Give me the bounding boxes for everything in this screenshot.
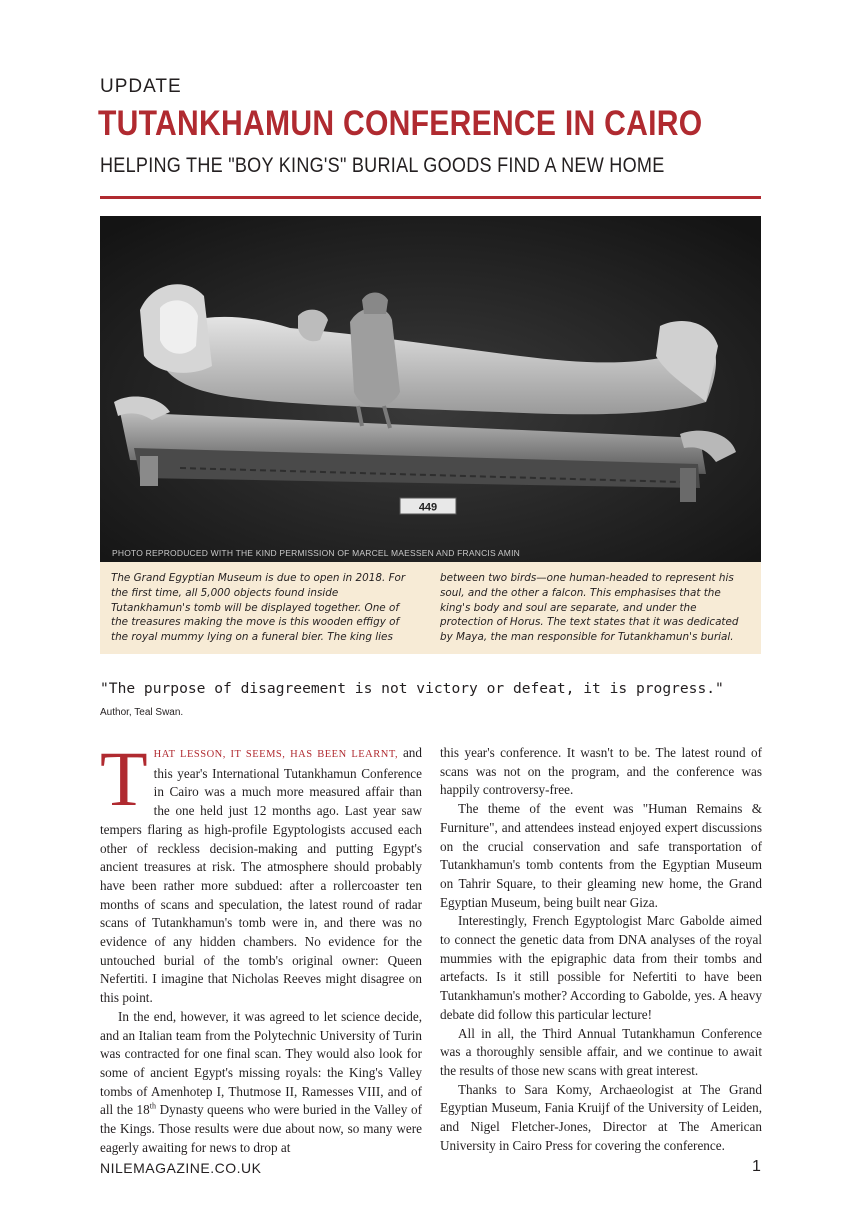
page-title: TUTANKHAMUN CONFERENCE IN CAIRO bbox=[98, 104, 703, 143]
quote-author: Author, Teal Swan. bbox=[100, 707, 184, 718]
article-paragraph: The theme of the event was "Human Remains & Furniture", and attendees instead enjoyed expert discussions on the crucial conservation and safe transportation of Tutankhamun's tomb contents from the Egyptian Museum on Tahrir Square, to their gleaming new home, the Grand Egyptian Museum, being built near Giza. bbox=[440, 801, 762, 910]
paragraph-text: Dynasty queens who were buried in the Valley of the Kings. Those results were due about now, so many were eagerly awaiting for news to drop at bbox=[100, 1102, 422, 1155]
photo-caption bbox=[100, 562, 761, 654]
title-rule bbox=[100, 196, 761, 199]
article-column-left bbox=[100, 735, 422, 1157]
ordinal-suffix: th bbox=[149, 1101, 156, 1111]
footer-site-link[interactable]: NILEMAGAZINE.CO.UK bbox=[100, 1160, 262, 1176]
pull-quote: "The purpose of disagreement is not victory or defeat, it is progress." bbox=[100, 680, 724, 697]
section-kicker: UPDATE bbox=[100, 76, 182, 97]
article-paragraph: Interestingly, French Egyptologist Marc Gabolde aimed to connect the genetic data from DNA analyses of the royal mummies with the epigraphic data from their tombs and artefacts. Is it still possible for Nefertiti to have been Tutankhamun's mother? According to Gabolde, yes. A heavy debate did follow this particular lecture! bbox=[440, 913, 762, 1022]
article-paragraph: Thanks to Sara Komy, Archaeologist at The Grand Egyptian Museum, Fania Kruijf of the University of Leiden, and Nigel Fletcher-Jones, Director at The American University in Cairo Press for covering the conference. bbox=[440, 1081, 762, 1153]
effigy-number-label: 449 bbox=[418, 501, 438, 514]
effigy-photo bbox=[100, 216, 761, 562]
caption-right-column: between two birds—one human-headed to represent his soul, and the other a falcon. This emphasises that the king's body and soul are separate, and under the protection of Horus. The text states that it was dedicated by Maya, the man responsible for Tutankhamun's burial. bbox=[440, 572, 739, 644]
photo-credit: PHOTO REPRODUCED WITH THE KIND PERMISSION OF MARCEL MAESSEN AND FRANCIS AMIN bbox=[112, 548, 520, 558]
article-paragraph bbox=[100, 735, 422, 1008]
article-paragraph: this year's conference. It wasn't to be. The latest round of scans was not on the program, and the conference was happily controversy-free. bbox=[440, 745, 762, 798]
lead-in: HAT LESSON, IT SEEMS, HAS BEEN LEARNT, bbox=[153, 749, 399, 760]
paragraph-text: and this year's International Tutankhamun Conference in Cairo was a much more measured affair than the one held just 12 months ago. Last year saw tempers flaring as high-profile Egyptologists accused each other of reckless decision-making and putting Egypt's ancient treasures at risk. The atmosphere should probably have been rather more subdued: after a rollercoaster ten months of scans and speculation, the latest round of radar scans of Tutankhamun's tomb were in, and there was no evidence of any hidden chambers. No evidence for the untouched burial of the tomb's original owner: Queen Nefertiti. I imagine that Nicholas Reeves might disagree on this point. bbox=[100, 745, 422, 1006]
page-subtitle: HELPING THE "BOY KING'S" BURIAL GOODS FIND A NEW HOME bbox=[100, 154, 665, 177]
effigy-illustration bbox=[100, 216, 761, 562]
paragraph-text: In the end, however, it was agreed to let science decide, and an Italian team from the Polytechnic University of Turin was contracted for one final scan. They would also look for some of ancient Egypt's missing royals: the King's Valley tombs of Amenhotep I, Thutmose II, Ramesses VIII, and of all the 18 bbox=[100, 1008, 422, 1118]
article-paragraph: All in all, the Third Annual Tutankhamun Conference was a thoroughly sensible affair, and we continue to await the results of those new scans with great interest. bbox=[440, 1025, 762, 1078]
article-paragraph bbox=[100, 1008, 422, 1158]
caption-left-column: The Grand Egyptian Museum is due to open in 2018. For the first time, all 5,000 objects found inside Tutankhamun's tomb will be displayed together. One of the treasures making the move is this wooden effigy of the royal mummy lying on a funeral bier. The king lies bbox=[111, 572, 406, 644]
page-number: 1 bbox=[752, 1158, 761, 1175]
article-column-right bbox=[440, 744, 762, 1155]
drop-cap: T bbox=[100, 735, 148, 822]
